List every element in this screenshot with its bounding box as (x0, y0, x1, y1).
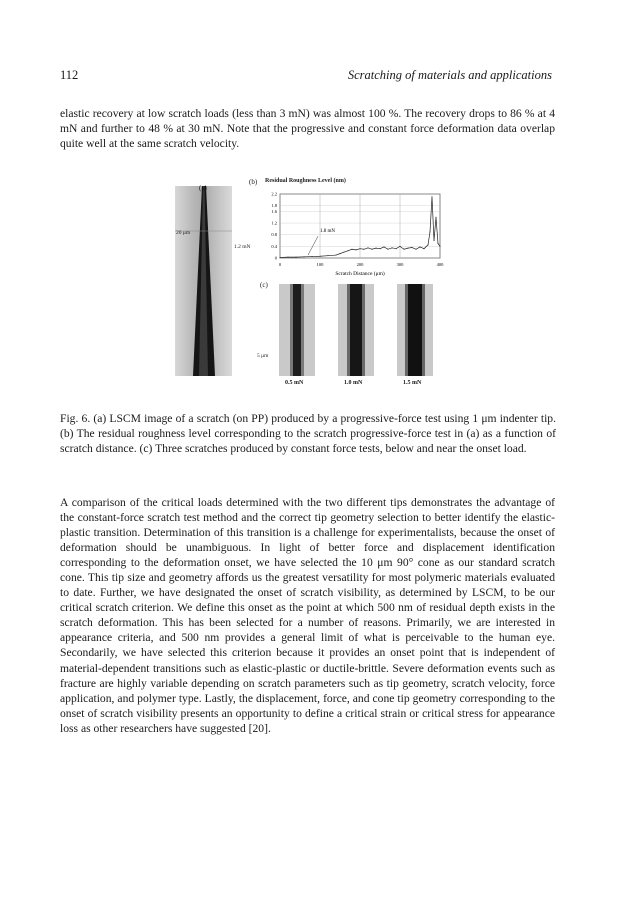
data-point (320, 256, 321, 257)
data-point (312, 256, 313, 257)
data-point (408, 248, 409, 249)
panel-a-scale-label: 20 μm (176, 230, 191, 236)
lscm-scratch-image (175, 186, 232, 376)
y-tick-label: 0.8 (271, 232, 277, 238)
scratch-image-3 (397, 284, 433, 376)
figure-caption: Fig. 6. (a) LSCM image of a scratch (on PP) produced by a progressive-force test using 1 μm indenter tip. (b) The residual roughness level corresponding to the scratch progressive-force test in (a) as a function of scratch distance. (c) Three scratches produced by constant force tests, below and near the onset load. (60, 412, 556, 456)
data-point (412, 247, 413, 248)
data-point (344, 252, 345, 253)
data-point (388, 249, 389, 250)
running-title: Scratching of materials and applications (347, 68, 552, 82)
panel-b-label: (b) (249, 178, 258, 186)
scratch-image-1 (279, 284, 315, 376)
data-point (296, 257, 297, 258)
x-axis-label: Scratch Distance (μm) (335, 271, 385, 277)
y-tick-label: 1.2 (271, 220, 277, 226)
data-point (364, 249, 365, 250)
scratch-label-2: 1.0 mN (344, 380, 363, 386)
data-point (404, 249, 405, 250)
y-tick-label: 0.4 (271, 243, 277, 249)
data-point (304, 256, 305, 257)
data-point (420, 246, 421, 247)
data-point (428, 244, 429, 245)
data-point (336, 255, 337, 256)
data-point (360, 248, 361, 249)
data-point (376, 248, 377, 249)
data-point (352, 249, 353, 250)
data-point (438, 243, 439, 244)
data-point (348, 250, 349, 251)
scratch-label-3: 1.5 mN (403, 380, 422, 386)
x-tick-label: 200 (356, 262, 364, 267)
annotation-label: 1.8 mN (320, 228, 335, 234)
roughness-chart (250, 186, 450, 282)
data-point (340, 253, 341, 254)
data-point (424, 248, 425, 249)
data-point (434, 240, 435, 241)
body-paragraph-2: A comparison of the critical loads determined with the two different tips demonstrates the advantage of the constant-force scratch test method and the correct tip geometry selection to better identify the elastic-plastic transition. Determination of this transition is a challenge for experimentalists, because the onset of deformation should be unambiguous. In light of better force and displacement identification corresponding to the deformation onset, we have selected the 10 μm 90° cone as our standard scratch cone. This tip size and geometry affords us the greatest versatility for most polymeric materials evaluated to date. Further, we have designated the onset of scratch visibility, as determined by LSCM, to be our critical scratch criterion. We define this onset as the point at which 500 nm of residual depth exists in the scratch deformation. This has been selected for a number of reasons. Primarily, we are interested in appearance criteria, and 500 nm provides a general limit of what is perceivable to the human eye. Secondarily, we have selected this criterion because it provides an onset point that is independent of material-dependent transitions such as elastic-plastic or ductile-brittle. Severe deformation events such as fracture are highly variable depending on scratch parameters such as tip geometry, scratch velocity, force application, and polymer type. Lastly, the displacement, force, and cone tip geometry corresponding to the onset of scratch visibility presents an opportunity to define a critical strain or critical stress for appearance loss as other researchers have suggested [20]. (60, 496, 555, 735)
x-tick-label: 300 (396, 262, 404, 267)
figure-6 (60, 176, 564, 390)
data-point (416, 249, 417, 250)
panel-c-scale-label: 5 μm (257, 353, 269, 359)
data-point (400, 246, 401, 247)
scratch-image-2 (338, 284, 374, 376)
data-point (368, 247, 369, 248)
data-point (396, 248, 397, 249)
y-tick-label: 1.8 (271, 203, 277, 209)
panel-c-label: (c) (260, 281, 268, 289)
x-tick-label: 400 (436, 262, 444, 267)
data-point (280, 257, 281, 258)
data-point (380, 248, 381, 249)
y-tick-label: 2.2 (271, 191, 277, 197)
scratch-label-1: 0.5 mN (285, 380, 304, 386)
data-point (372, 249, 373, 250)
panel-a-label: (a) (199, 184, 207, 192)
x-tick-label: 100 (316, 262, 324, 267)
body-paragraph: elastic recovery at low scratch loads (less than 3 mN) was almost 100 %. The recovery drops to 86 % at 4 mN and further to 48 % at 30 mN. Note that the progressive and constant force deformation data overlap quite well at the same scratch velocity. (60, 107, 555, 151)
data-point (430, 231, 431, 232)
data-point (436, 217, 437, 218)
data-point (392, 247, 393, 248)
data-point (440, 246, 441, 247)
data-point (432, 196, 433, 197)
x-tick-label: 0 (278, 262, 282, 267)
panel-a-load-label: 1.2 mN (234, 244, 251, 250)
data-point (288, 257, 289, 258)
data-point (328, 255, 329, 256)
y-tick-label: 1.6 (271, 208, 277, 214)
data-point (356, 249, 357, 250)
data-point (384, 246, 385, 247)
chart-title: Residual Roughness Level (nm) (265, 178, 346, 184)
y-tick-label: 0 (274, 255, 277, 261)
page-number: 112 (60, 68, 79, 82)
